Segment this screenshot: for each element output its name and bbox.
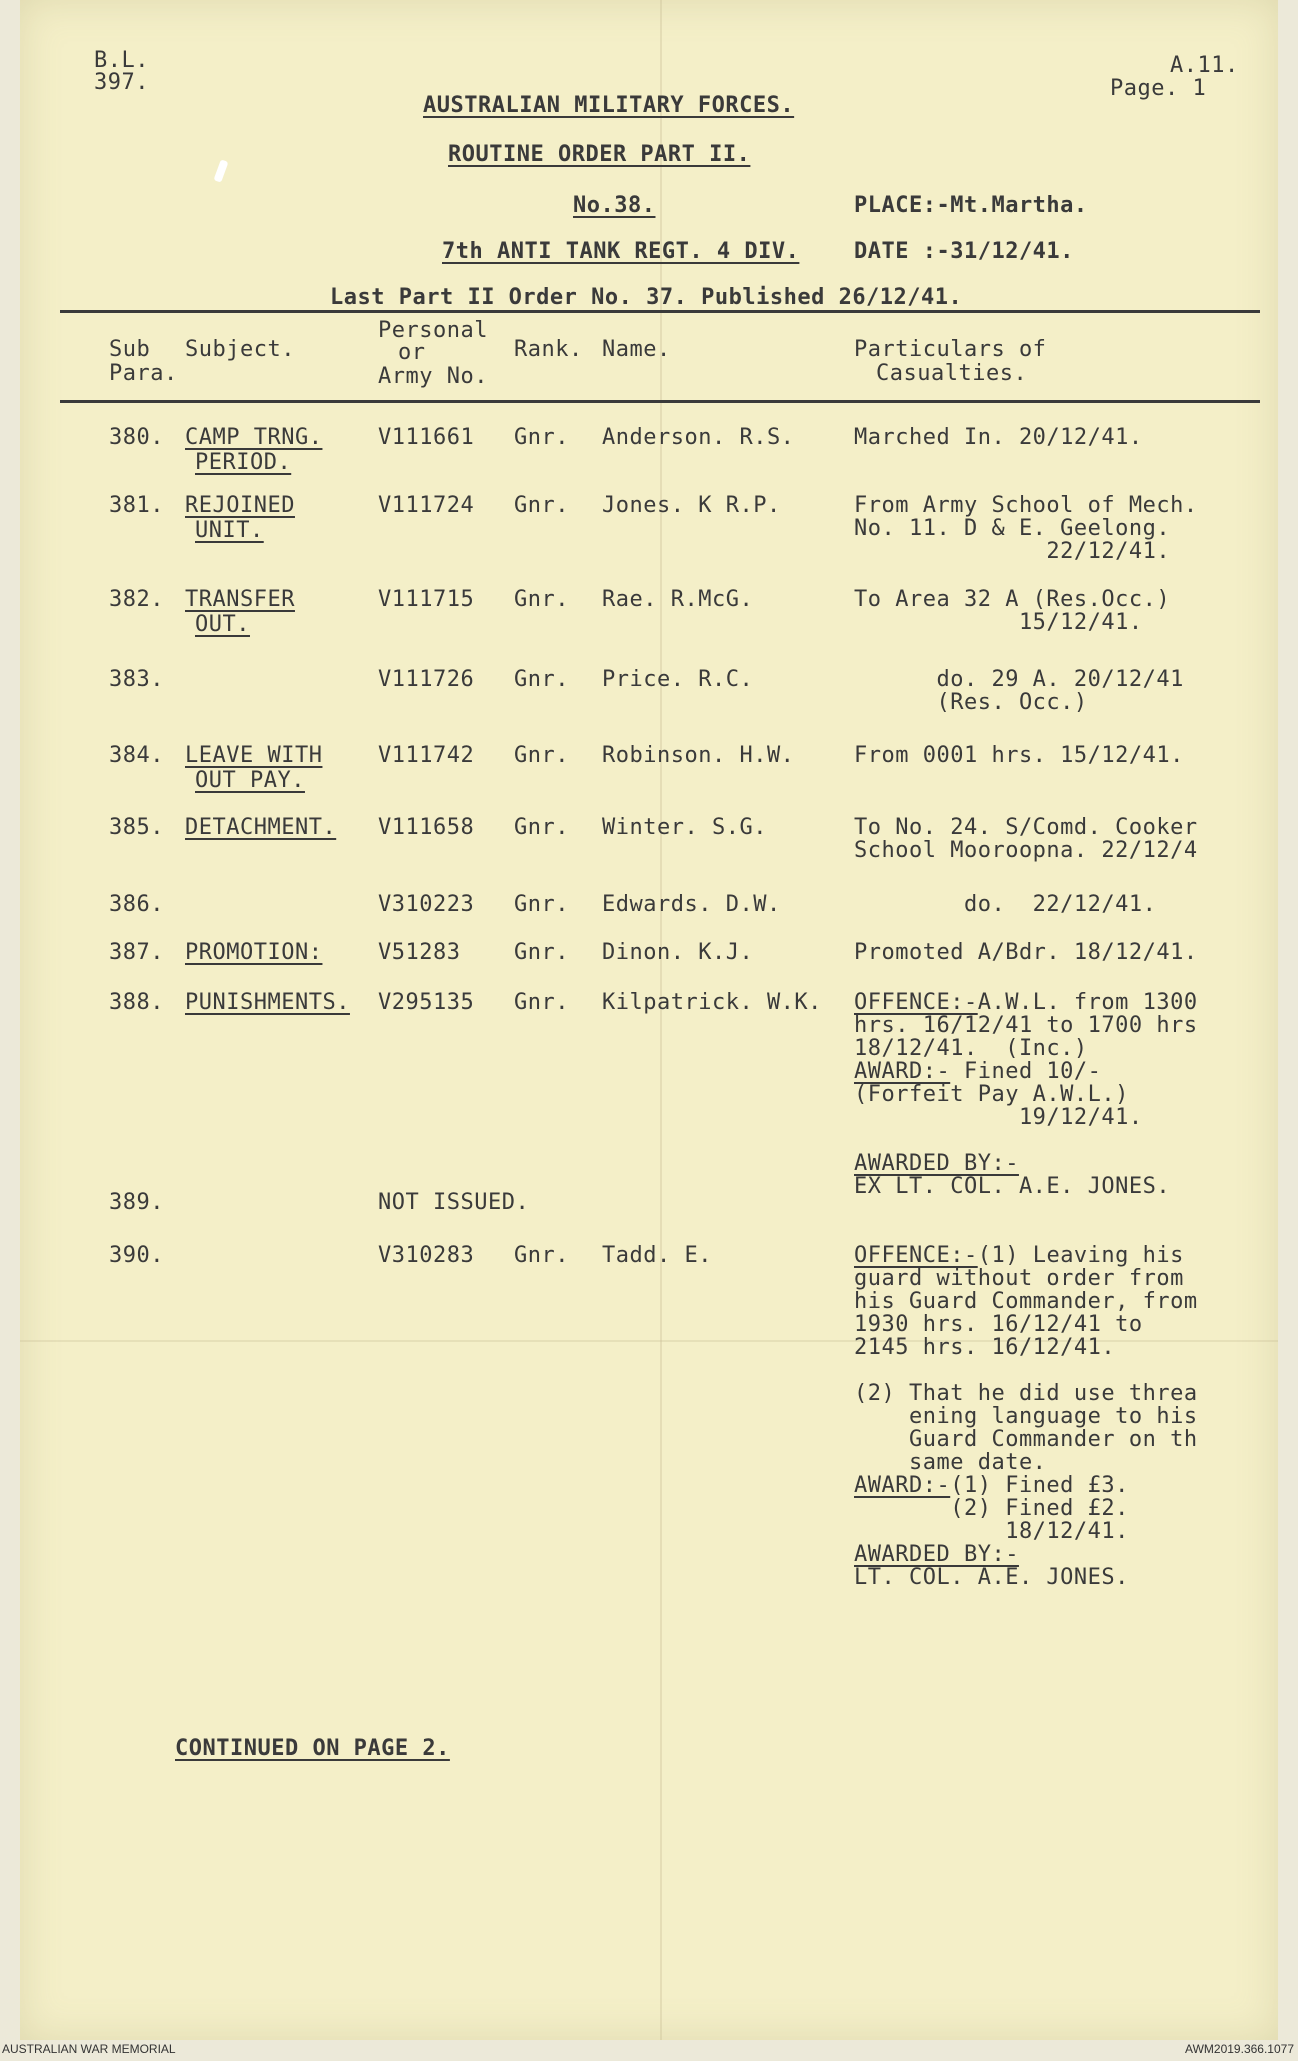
place: PLACE:-Mt.Martha. — [854, 193, 1088, 218]
row-para-number: 383. — [109, 667, 164, 692]
particulars-label: OFFENCE:- — [854, 1243, 978, 1268]
row-subject: OUT. — [195, 612, 250, 637]
row-para-number: 384. — [109, 743, 164, 768]
row-army-number: V111658 — [378, 815, 475, 840]
row-particulars-line: 1930 hrs. 16/12/41 to — [854, 1312, 1143, 1337]
row-para-number: 382. — [109, 587, 164, 612]
row-particulars-line: Guard Commander on th — [854, 1427, 1198, 1452]
row-particulars-line — [854, 990, 1198, 1015]
row-particulars-line: (Forfeit Pay A.W.L.) — [854, 1082, 1129, 1107]
continued-note: CONTINUED ON PAGE 2. — [175, 1736, 450, 1761]
row-name: Winter. S.G. — [602, 815, 767, 840]
particulars-label: AWARD:- — [854, 1473, 951, 1498]
row-subject: REJOINED — [185, 493, 295, 518]
row-particulars-line: (2) That he did use threa — [854, 1381, 1198, 1406]
row-rank: Gnr. — [514, 815, 569, 840]
row-para-number: 387. — [109, 940, 164, 965]
row-rank: Gnr. — [514, 493, 569, 518]
row-rank: Gnr. — [514, 743, 569, 768]
columns-rule — [60, 400, 1260, 403]
document-page — [20, 0, 1278, 2040]
row-particulars-line: his Guard Commander, from — [854, 1289, 1198, 1314]
row-particulars-line: do. 29 A. 20/12/41 — [854, 667, 1184, 692]
row-particulars-line — [854, 1473, 1129, 1498]
footer-right: AWM2019.366.1077 — [1185, 2042, 1294, 2056]
row-para-number: 385. — [109, 815, 164, 840]
particulars-label: AWARDED BY:- — [854, 1151, 1019, 1176]
row-particulars-line — [854, 1542, 1019, 1567]
row-army-number: V111661 — [378, 425, 475, 450]
row-particulars-line: 19/12/41. — [854, 1105, 1143, 1130]
col-subject: Subject. — [185, 337, 295, 362]
document-title: AUSTRALIAN MILITARY FORCES. — [423, 93, 795, 118]
row-particulars-line: ening language to his — [854, 1404, 1198, 1429]
row-subject: LEAVE WITH — [185, 743, 323, 768]
row-army-number: V111724 — [378, 493, 475, 518]
particulars-label: AWARD:- — [854, 1059, 951, 1084]
row-subject: PERIOD. — [195, 450, 292, 475]
row-army-number: NOT ISSUED. — [378, 1190, 530, 1215]
row-particulars-line: hrs. 16/12/41 to 1700 hrs — [854, 1013, 1198, 1038]
row-subject: UNIT. — [195, 518, 264, 543]
ref-left-line-2: 397. — [94, 70, 149, 95]
ref-right-line-1: A.11. — [1170, 53, 1239, 78]
row-rank: Gnr. — [514, 990, 569, 1015]
row-particulars-line: School Mooroopna. 22/12/4 — [854, 838, 1198, 863]
row-name: Anderson. R.S. — [602, 425, 795, 450]
row-particulars-line: No. 11. D & E. Geelong. — [854, 516, 1171, 541]
document-subtitle: ROUTINE ORDER PART II. — [448, 142, 751, 167]
row-particulars-line: (2) Fined £2. — [854, 1496, 1129, 1521]
row-army-number: V310223 — [378, 892, 475, 917]
row-name: Jones. K R.P. — [602, 493, 781, 518]
row-particulars-line: Marched In. 20/12/41. — [854, 425, 1143, 450]
col-army-no-3: Army No. — [378, 364, 488, 389]
header-rule — [60, 310, 1260, 313]
row-para-number: 380. — [109, 425, 164, 450]
col-army-no-1: Personal — [378, 318, 488, 343]
row-army-number: V111726 — [378, 667, 475, 692]
order-date: DATE :-31/12/41. — [854, 239, 1074, 264]
row-particulars-line: LT. COL. A.E. JONES. — [854, 1565, 1129, 1590]
row-rank: Gnr. — [514, 587, 569, 612]
row-particulars-line: 22/12/41. — [854, 539, 1171, 564]
ref-right-line-2: Page. 1 — [1110, 76, 1207, 101]
row-rank: Gnr. — [514, 892, 569, 917]
row-particulars-line: 15/12/41. — [854, 610, 1143, 635]
col-army-no-2: or — [398, 340, 426, 365]
col-particulars-1: Particulars of — [854, 337, 1047, 362]
row-para-number: 389. — [109, 1190, 164, 1215]
order-number: No.38. — [573, 193, 656, 218]
row-particulars-line — [854, 1243, 1184, 1268]
row-subject: DETACHMENT. — [185, 815, 337, 840]
row-particulars-line: do. 22/12/41. — [854, 892, 1157, 917]
particulars-text: Fined 10/- — [950, 1059, 1102, 1084]
row-subject: PROMOTION: — [185, 940, 323, 965]
row-para-number: 381. — [109, 493, 164, 518]
row-subject: PUNISHMENTS. — [185, 990, 350, 1015]
row-rank: Gnr. — [514, 667, 569, 692]
particulars-label: AWARDED BY:- — [854, 1542, 1019, 1567]
ref-left-line-1: B.L. — [94, 48, 149, 73]
row-particulars-line: 18/12/41. (Inc.) — [854, 1036, 1088, 1061]
row-army-number: V295135 — [378, 990, 475, 1015]
row-name: Kilpatrick. W.K. — [602, 990, 822, 1015]
row-army-number: V111715 — [378, 587, 475, 612]
col-name: Name. — [602, 337, 671, 362]
row-subject: TRANSFER — [185, 587, 295, 612]
row-name: Dinon. K.J. — [602, 940, 754, 965]
col-rank: Rank. — [514, 337, 583, 362]
unit-name: 7th ANTI TANK REGT. 4 DIV. — [442, 239, 800, 264]
row-particulars-line: same date. — [854, 1450, 1047, 1475]
row-name: Edwards. D.W. — [602, 892, 781, 917]
row-subject: CAMP TRNG. — [185, 425, 323, 450]
row-particulars-line — [854, 1059, 1101, 1084]
last-order-line: Last Part II Order No. 37. Published 26/12/41. — [330, 285, 963, 310]
row-particulars-line: EX LT. COL. A.E. JONES. — [854, 1174, 1171, 1199]
row-army-number: V310283 — [378, 1243, 475, 1268]
row-name: Tadd. E. — [602, 1243, 712, 1268]
particulars-text: (1) Leaving his — [977, 1243, 1184, 1268]
row-para-number: 390. — [109, 1243, 164, 1268]
particulars-text: A.W.L. from 1300 — [977, 990, 1198, 1015]
row-particulars-line: 2145 hrs. 16/12/41. — [854, 1335, 1116, 1360]
paper-tear-mark — [213, 159, 228, 182]
particulars-label: OFFENCE:- — [854, 990, 978, 1015]
row-para-number: 388. — [109, 990, 164, 1015]
row-rank: Gnr. — [514, 425, 569, 450]
col-particulars-2: Casualties. — [876, 361, 1028, 386]
row-particulars-line: To No. 24. S/Comd. Cooker — [854, 815, 1198, 840]
footer-left: AUSTRALIAN WAR MEMORIAL — [2, 2042, 176, 2056]
col-sub-para-1: Sub — [109, 337, 151, 362]
row-rank: Gnr. — [514, 1243, 569, 1268]
row-particulars-line: 18/12/41. — [854, 1519, 1129, 1544]
row-particulars-line: Promoted A/Bdr. 18/12/41. — [854, 940, 1198, 965]
row-name: Rae. R.McG. — [602, 587, 754, 612]
particulars-text: (1) Fined £3. — [950, 1473, 1129, 1498]
row-name: Price. R.C. — [602, 667, 754, 692]
row-name: Robinson. H.W. — [602, 743, 795, 768]
row-particulars-line: (Res. Occ.) — [854, 690, 1088, 715]
row-army-number: V111742 — [378, 743, 475, 768]
col-sub-para-2: Para. — [109, 361, 178, 386]
row-particulars-line: guard without order from — [854, 1266, 1184, 1291]
row-particulars-line — [854, 1151, 1019, 1176]
row-particulars-line: To Area 32 A (Res.Occ.) — [854, 587, 1171, 612]
row-particulars-line: From 0001 hrs. 15/12/41. — [854, 743, 1184, 768]
row-para-number: 386. — [109, 892, 164, 917]
row-particulars-line: From Army School of Mech. — [854, 493, 1198, 518]
row-rank: Gnr. — [514, 940, 569, 965]
row-army-number: V51283 — [378, 940, 461, 965]
row-subject: OUT PAY. — [195, 768, 305, 793]
